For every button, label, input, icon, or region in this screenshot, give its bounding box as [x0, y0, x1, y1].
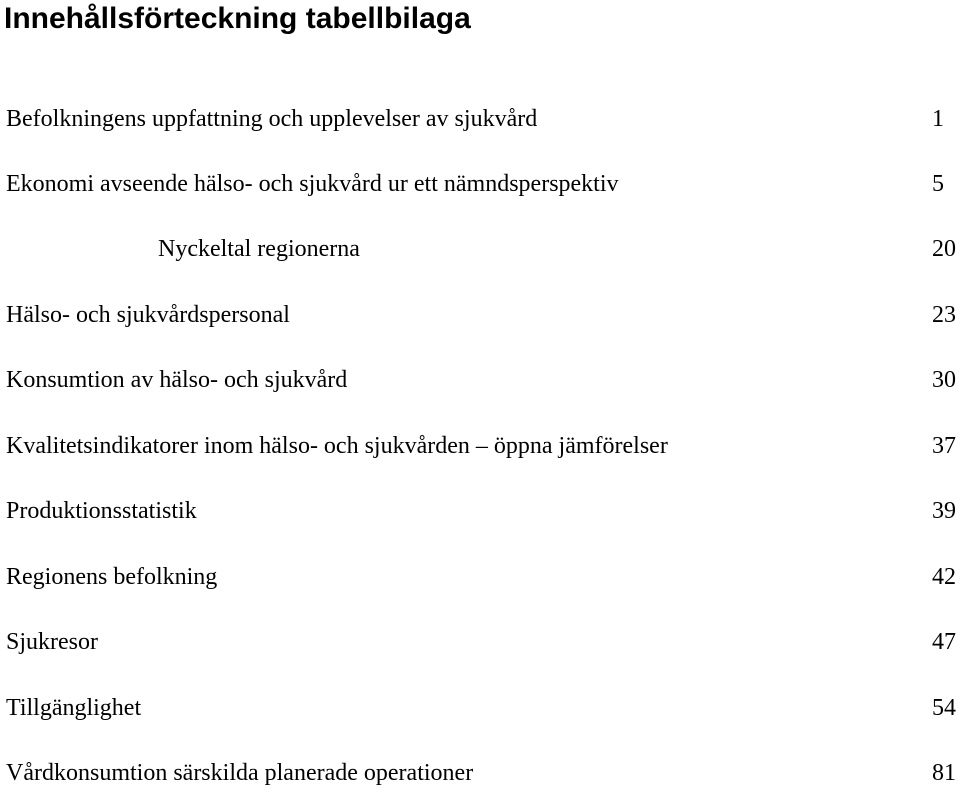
toc-entry-label: Befolkningens uppfattning och upplevelser av sjukvård: [6, 106, 538, 132]
toc-entry-label: Kvalitetsindikatorer inom hälso- och sjukvården – öppna jämförelser: [6, 433, 668, 459]
toc-entry: [0, 622, 960, 662]
toc-entry-label: Hälso- och sjukvårdspersonal: [6, 302, 290, 328]
toc-entry-page: 42: [932, 564, 956, 590]
toc-entry-label: Tillgänglighet: [6, 695, 142, 721]
toc-entry: [0, 295, 960, 335]
toc-entry: [0, 426, 960, 466]
toc-entry: [0, 229, 960, 269]
toc-entry-page: 5: [932, 171, 944, 197]
toc-entry-label: Ekonomi avseende hälso- och sjukvård ur ett nämndsperspektiv: [6, 171, 619, 197]
toc-entry-page: 1: [932, 106, 944, 132]
toc-entry: [0, 360, 960, 400]
toc-entry-page: 23: [932, 302, 956, 328]
toc-entry-label: Sjukresor: [6, 629, 98, 655]
document-title: Innehållsförteckning tabellbilaga: [4, 2, 471, 35]
toc-entry: [0, 491, 960, 531]
toc-entry-label: Produktionsstatistik: [6, 498, 197, 524]
toc-entry: [0, 557, 960, 597]
toc-entry-page: 20: [932, 236, 956, 262]
toc-entry: [0, 753, 960, 793]
toc-entry-label: Nyckeltal regionerna: [158, 236, 360, 262]
toc-entry-page: 39: [932, 498, 956, 524]
toc-entry-page: 37: [932, 433, 956, 459]
toc-entry: [0, 99, 960, 139]
toc-entry-page: 47: [932, 629, 956, 655]
toc-entry-label: Konsumtion av hälso- och sjukvård: [6, 367, 348, 393]
toc-entry-page: 54: [932, 695, 956, 721]
toc-entry: [0, 164, 960, 204]
toc-entry-page: 81: [932, 760, 956, 786]
toc-entry: [0, 688, 960, 728]
toc-entry-page: 30: [932, 367, 956, 393]
toc-entry-label: Vårdkonsumtion särskilda planerade operationer: [6, 760, 474, 786]
toc-entry-label: Regionens befolkning: [6, 564, 218, 590]
